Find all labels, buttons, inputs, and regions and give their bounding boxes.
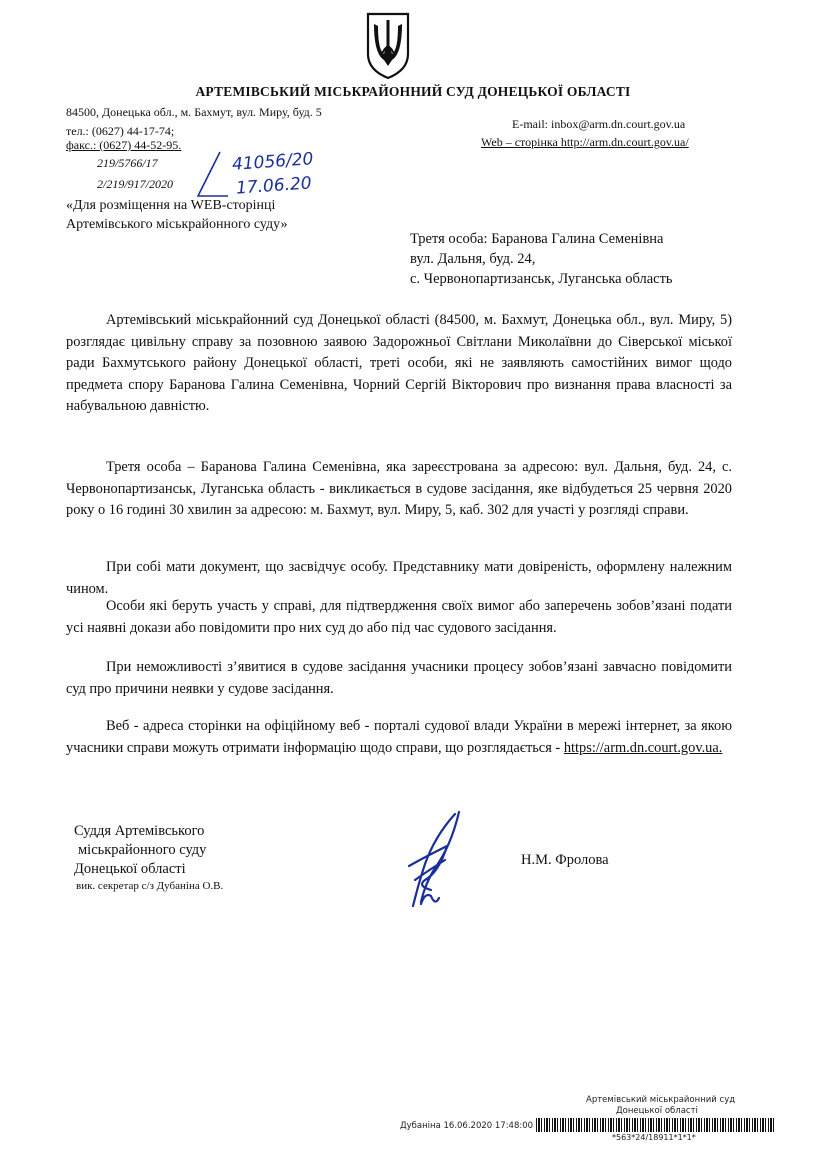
judge-title-line: міськрайонного суду <box>78 842 207 858</box>
recipient-street: вул. Дальня, буд. 24, <box>410 251 536 267</box>
paragraph-text: Веб - адреса сторінки на офіційному веб - порталі судової влади України в мережі інтернет, за якою учасники справи можуть отримати інформацію щодо справи, що розглядається - <box>66 718 732 756</box>
court-web-link[interactable]: Web – сторінка http://arm.dn.court.gov.ua/ <box>481 135 689 149</box>
court-fax: факс.: (0627) 44-52-95. <box>66 138 182 152</box>
signature-scribble-icon <box>395 806 475 916</box>
paragraph-absence <box>66 657 732 700</box>
court-email: E-mail: inbox@arm.dn.court.gov.ua <box>512 117 686 131</box>
judge-title-line: Суддя Артемівського <box>74 823 205 839</box>
court-portal-link[interactable]: https://arm.dn.court.gov.ua. <box>563 739 723 756</box>
paragraph-text: При собі мати документ, що засвідчує особу. Представнику мати довіреність, оформлену належним чином. <box>66 559 732 597</box>
paragraph-documents <box>66 557 732 600</box>
court-title: АРТЕМІВСЬКИЙ МІСЬКРАЙОННИЙ СУД ДОНЕЦЬКОЇ ОБЛАСТІ <box>195 84 631 99</box>
web-placement-note <box>66 196 287 234</box>
stamp-court-line: Донецької області <box>616 1106 698 1116</box>
signature-block <box>74 822 206 879</box>
court-address: 84500, Донецька обл., м. Бахмут, вул. Миру, буд. 5 <box>66 105 322 119</box>
web-placement-note-line: «Для розміщення на WEB-сторінці <box>66 198 276 213</box>
handwritten-registration-date: 17.06.20 <box>235 173 313 199</box>
case-number: 219/5766/17 <box>97 156 158 170</box>
barcode <box>536 1118 776 1132</box>
stamp-operator-timestamp: Дубаніна 16.06.2020 17:48:00 <box>400 1121 534 1131</box>
court-phone: тел.: (0627) 44-17-74; <box>66 124 175 138</box>
handwritten-bracket-mark <box>190 148 232 200</box>
secretary-line: вик. секретар с/з Дубаніна О.В. <box>76 880 224 892</box>
paragraph-text: Артемівський міськрайонний суд Донецької області (84500, м. Бахмут, Донецька обл., вул. Миру, 5) розглядає цивільну справу за позовною заявою Задорожньої Світлани Миколаївни до Сіверської міської ради Бахмутського району Донецької області, треті особи, які не заявляють самостійних вимог щодо предмета спору Баранова Галина Семенівна, Чорний Сергій Вікторович про визнання права власності за набувальною давністю. <box>66 312 732 414</box>
paragraph-text: Особи які беруть участь у справі, для підтвердження своїх вимог або заперечень зобов’язані подати усі наявні докази або повідомити про них суд до або під час судового засідання. <box>66 598 732 636</box>
recipient-locality: с. Червонопартизанськ, Луганська область <box>410 271 673 287</box>
paragraph-case-description <box>66 310 732 418</box>
paragraph-text: При неможливості з’явитися в судове засідання учасники процесу зобов’язані завчасно повідомити суд про причини неявки у судове засідання. <box>66 659 732 697</box>
barcode-number: *563*24/18911*1*1* <box>612 1133 696 1142</box>
proceeding-number: 2/219/917/2020 <box>97 177 174 191</box>
coat-of-arms-icon <box>364 10 412 82</box>
recipient-block <box>410 229 673 289</box>
paragraph-evidence <box>66 596 732 639</box>
paragraph-text: Третя особа – Баранова Галина Семенівна, яка зареєстрована за адресою: вул. Дальня, буд. 24, с. Червонопартизанськ, Луганська область - викликається в судове засідання, яке відбудеться 25 червня 2020 року о 16 годині 30 хвилин за адресою: м. Бахмут, вул. Миру, 5, каб. 302 для участі у розгляді справи. <box>66 459 732 518</box>
web-placement-note-line: Артемівського міськрайонного суду» <box>66 217 288 232</box>
judge-title-line: Донецької області <box>74 861 186 877</box>
judge-name: Н.М. Фролова <box>521 852 609 868</box>
paragraph-web-portal <box>66 716 732 759</box>
paragraph-summons <box>66 457 732 522</box>
recipient-name: Третя особа: Баранова Галина Семенівна <box>410 231 664 247</box>
stamp-court-line: Артемівський міськрайонний суд <box>586 1095 736 1105</box>
handwritten-registration-number: 41056/20 <box>231 149 315 175</box>
